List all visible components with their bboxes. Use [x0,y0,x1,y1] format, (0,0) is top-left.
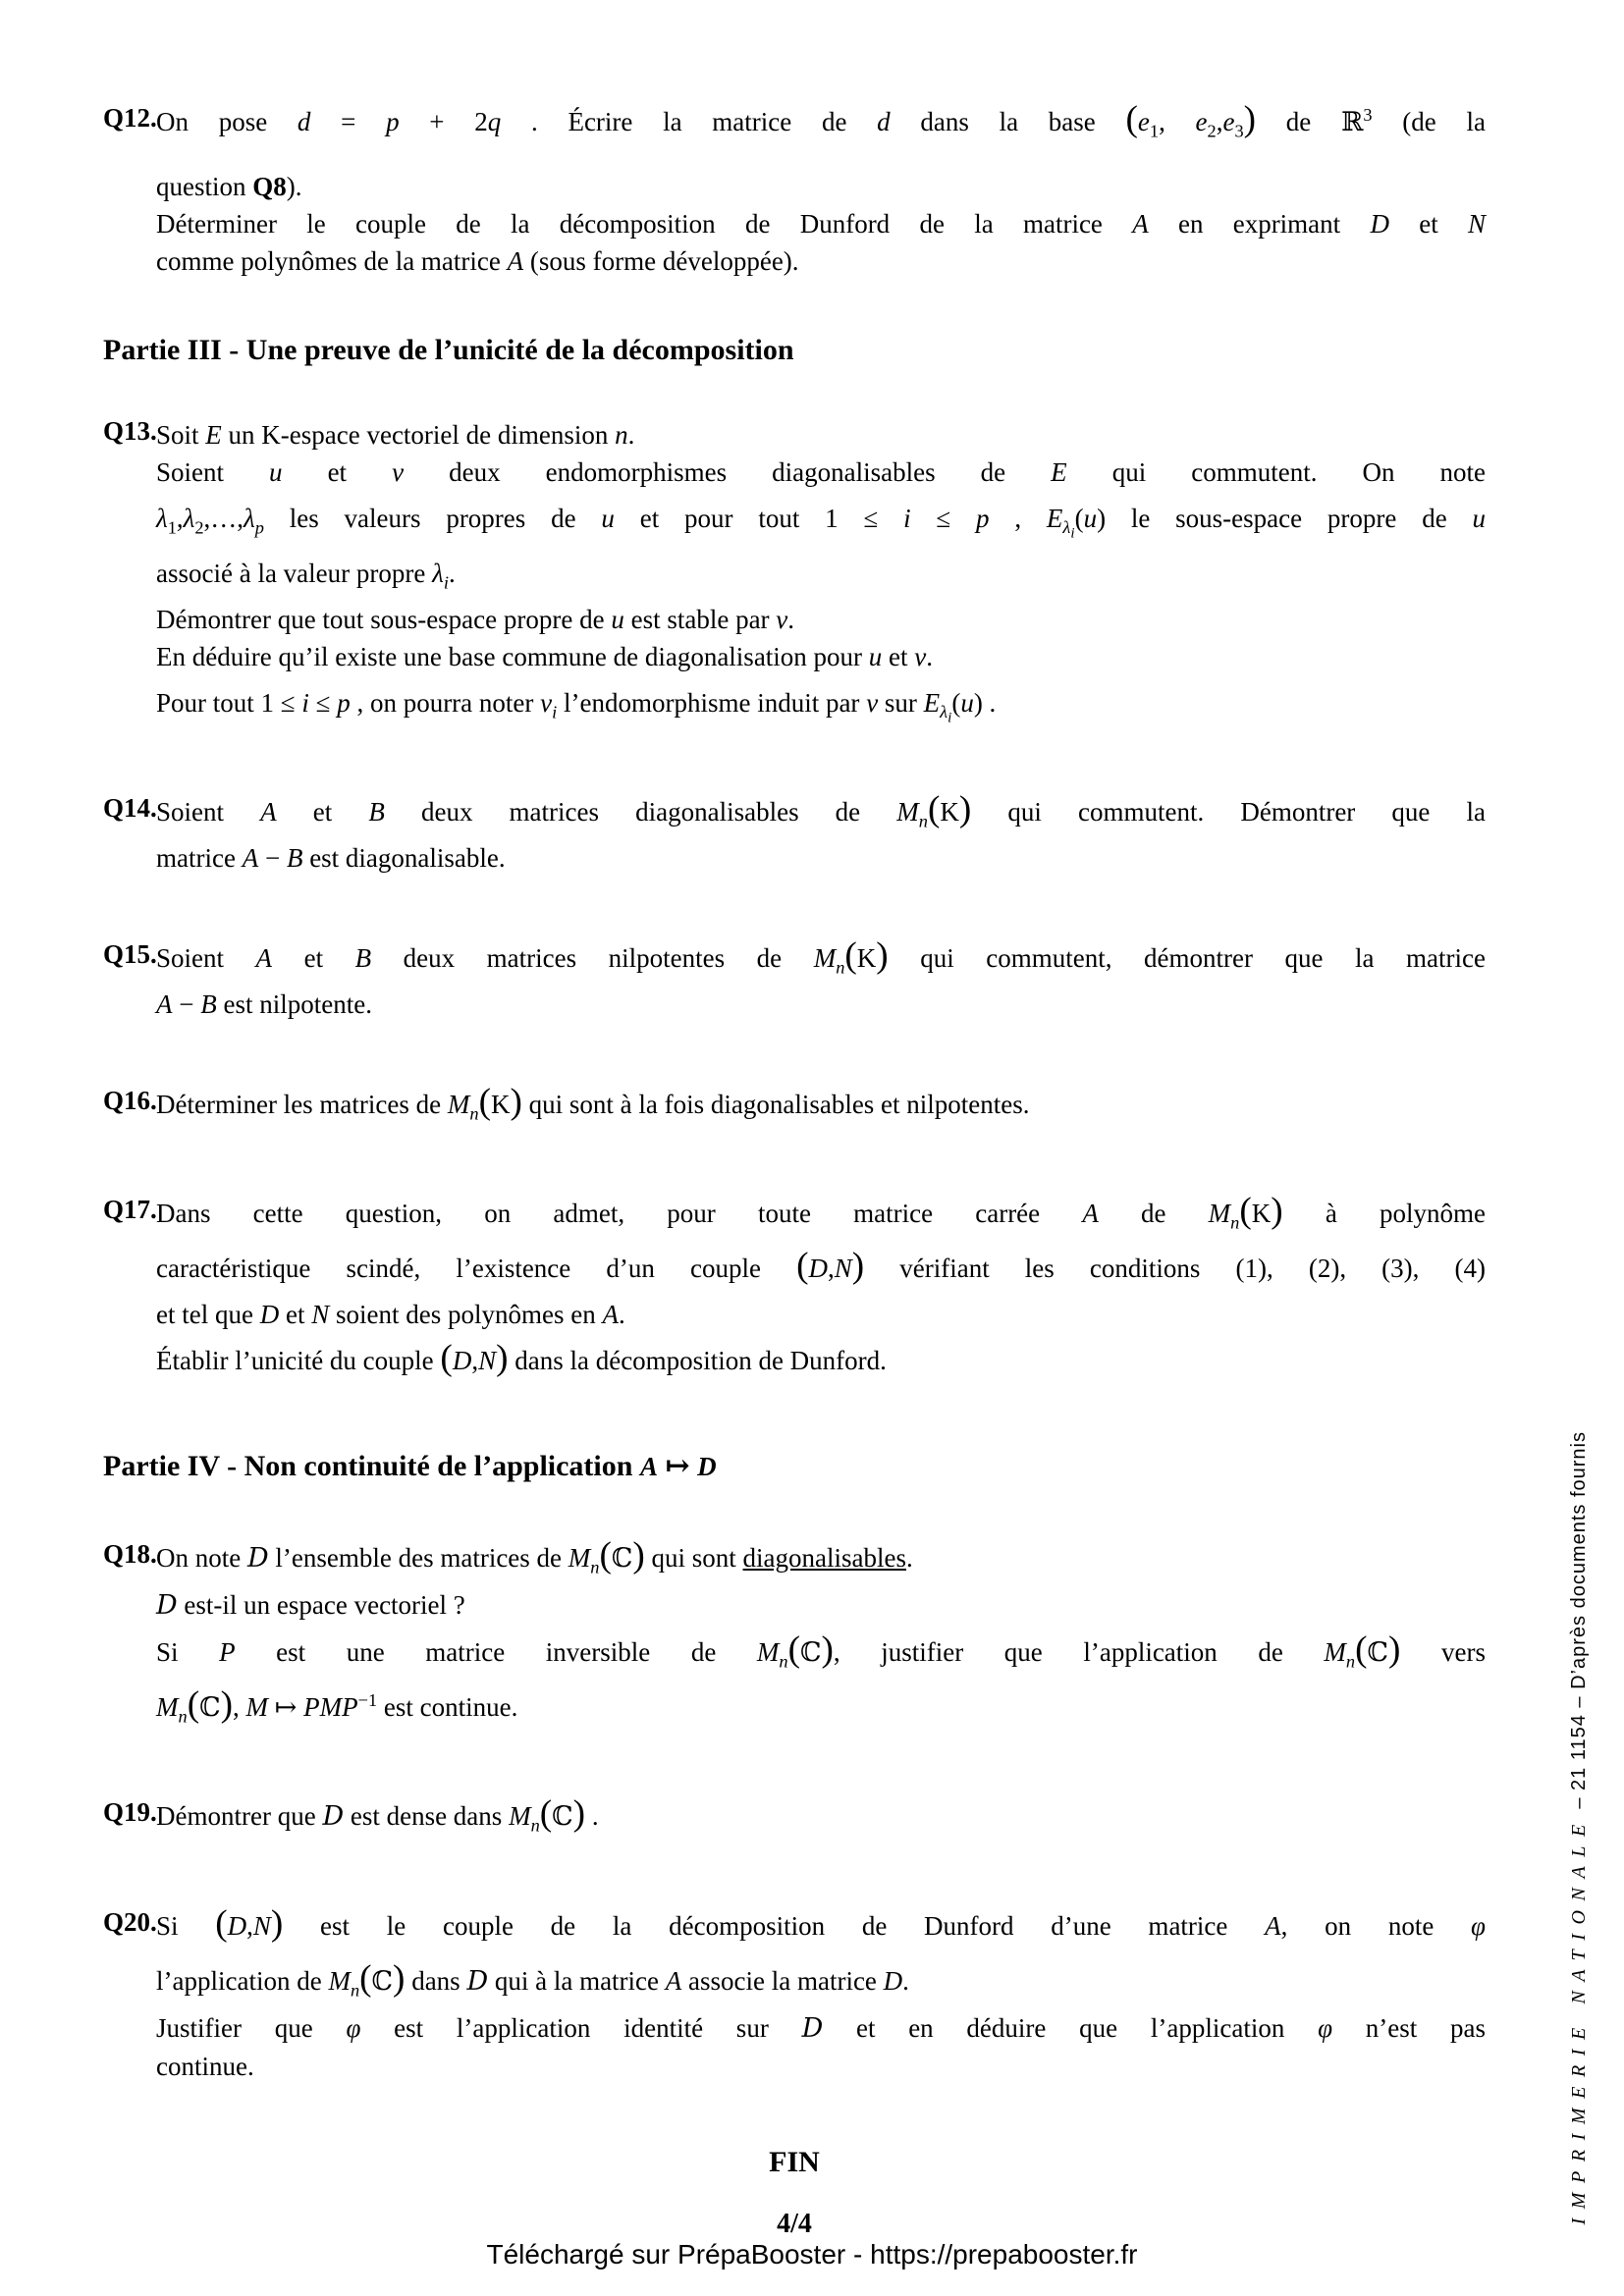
question-body [156,784,1486,877]
question-line: question Q8). [156,172,302,201]
question-label: Q17. [103,1195,157,1224]
question-line: et tel que D et N soient des polynômes en A. [156,1300,625,1329]
question-line: comme polynômes de la matrice A (sous forme développée). [156,246,799,276]
end-marker: FIN [769,2146,820,2178]
question-body [156,416,1486,730]
question-q16 [103,1077,1486,1132]
question-line: $\lambda_1,\lambda_2,\dots,\lambda_p$ les valeurs propres de u et pour tout 1 ≤ i ≤ p , $E_{\lambda_i}(u)$ le sous-espace propre de u [156,504,1486,543]
question-line: matrice A − B est diagonalisable. [156,843,506,873]
imprint-reference: – 21 1154 – D’après documents fournis [1568,1431,1590,1816]
question-q13 [103,416,1486,730]
question-q18 [103,1530,1486,1735]
question-label: Q18. [103,1539,157,1569]
question-line: Si P est une matrice inversible de $M_n(ℂ)$, justifier que l’application de $M_n(ℂ)$ vers [156,1629,1486,1672]
page-number: 4/4 [777,2209,812,2239]
question-line: Si (D,N) est le couple de la décomposition de Dunford d’une matrice A, on note φ [156,1903,1486,1944]
question-line: caractéristique scindé, l’existence d’un couple (D,N) vérifiant les conditions (1), (2), (3), (4) [156,1246,1487,1286]
question-line: continue. [156,2052,254,2081]
imprint-vertical-text [1568,1431,1591,2225]
question-body [156,1898,1486,2085]
question-line: Soient A et B deux matrices diagonalisables de $M_n(K)$ qui commutent. Démontrer que la [156,789,1486,831]
question-line: On pose d = p + 2q . Écrire la matrice de d dans la base ($e_1$, $e_2,e_3$) de ℝ$^3$ (de la [156,99,1486,141]
question-line: Justifier que φ est l’application identité sur D et en déduire que l’application φ n’est pas [156,2013,1486,2044]
question-label: Q16. [103,1086,157,1115]
question-label: Q19. [103,1797,157,1827]
question-line: En déduire qu’il existe une base commune de diagonalisation pour u et v. [156,642,934,671]
question-line: Dans cette question, on admet, pour toute matrice carrée A de $M_n(K)$ à polynôme [156,1191,1486,1233]
question-line: Établir l’unicité du couple (D,N) dans la décomposition de Dunford. [156,1338,887,1378]
question-body [156,94,1486,280]
question-line: Soient u et v deux endomorphismes diagonalisables de E qui commutent. On note [156,457,1486,487]
question-label: Q15. [103,939,157,969]
question-label: Q20. [103,1907,157,1937]
question-line: Démontrer que D est dense dans $M_n(ℂ)$ . [156,1793,599,1836]
section-heading-partie-3: Partie III - Une preuve de l’unicité de la décomposition [103,334,794,366]
question-line: l’application de $M_n(ℂ)$ dans D qui à la matrice A associe la matrice D. [156,1958,909,2001]
question-body [156,1530,1486,1735]
section-heading-partie-4: Partie IV - Non continuité de l’application A ↦ D [103,1450,717,1482]
question-label: Q14. [103,793,157,823]
imprint-printer-name: IMPRIMERIE NATIONALE [1568,1815,1590,2225]
question-line: Déterminer le couple de la décomposition de Dunford de la matrice A en exprimant D et N [156,209,1486,239]
question-line: associé à la valeur propre $\lambda_i$. [156,559,456,593]
footer-download-credit: Téléchargé sur PrépaBooster - https://prepabooster.fr [486,2239,1138,2269]
question-line: D est-il un espace vectoriel ? [156,1590,465,1621]
question-q14 [103,784,1486,877]
question-body [156,1077,1486,1132]
question-line: Pour tout 1 ≤ i ≤ p , on pourra noter $v_i$ l’endomorphisme induit par v sur $E_{\lambda_i}(u)$ . [156,688,997,727]
question-body [156,1186,1486,1388]
question-q12 [103,94,1486,280]
question-line: $M_n(ℂ)$, M ↦ $PMP^{-1}$ est continue. [156,1684,518,1727]
question-label: Q13. [103,416,157,446]
question-body [156,931,1486,1023]
question-q19 [103,1789,1486,1844]
question-line: A − B est nilpotente. [156,989,372,1019]
question-label: Q12. [103,103,157,133]
question-line: On note D l’ensemble des matrices de $M_n(ℂ)$ qui sont diagonalisables. [156,1535,913,1577]
question-line: Soit E un K-espace vectoriel de dimension n. [156,420,635,450]
question-q15 [103,931,1486,1023]
question-line: Soient A et B deux matrices nilpotentes de $M_n(K)$ qui commutent, démontrer que la matrice [156,935,1486,978]
question-line: Déterminer les matrices de $M_n(K)$ qui sont à la fois diagonalisables et nilpotentes. [156,1082,1030,1124]
question-line: Démontrer que tout sous-espace propre de u est stable par v. [156,605,795,634]
page-content [103,94,1486,2240]
question-q20 [103,1898,1486,2085]
question-q17 [103,1186,1486,1388]
question-body [156,1789,1486,1844]
